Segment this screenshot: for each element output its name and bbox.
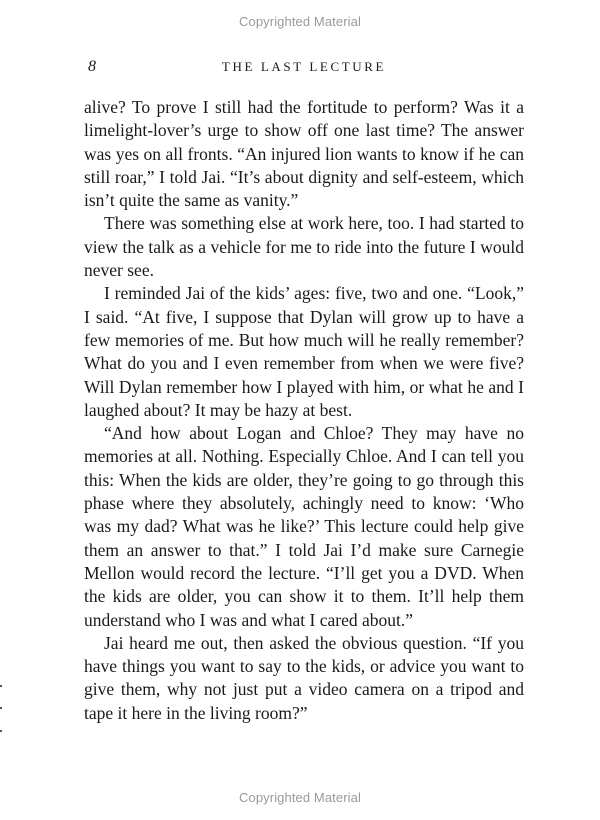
gutter-dot [0, 685, 2, 687]
watermark-top: Copyrighted Material [239, 14, 361, 29]
paragraph: alive? To prove I still had the fortitude to perform? Was it a limelight-lover’s urge to show off one last time? The answer was yes on all fronts. “An injured lion wants to know if he can still roar,” I told Jai. “It’s about dignity and self-esteem, which isn’t quite the same as vanity.” [84, 97, 524, 211]
paragraph: Jai heard me out, then asked the obvious question. “If you have things you want to say to the kids, or advice you want to give them, why not just put a video camera on a tripod and tape it here in the living room?” [84, 632, 524, 723]
gutter-marks [0, 685, 3, 745]
page-number: 8 [88, 58, 96, 75]
gutter-dot [0, 730, 2, 732]
paragraph: There was something else at work here, too. I had started to view the talk as a vehicle for me to ride into the future I would never see. [84, 213, 524, 281]
paragraph: I reminded Jai of the kids’ ages: five, two and one. “Look,” I said. “At five, I suppose that Dylan will grow up to have a few memories of me. But how much will he really remember? What do you and I even remember from when we were five? Will Dylan remember how I played with him, or what he and I laughed about? It may be hazy at best. [84, 283, 524, 420]
watermark-bottom: Copyrighted Material [239, 790, 361, 805]
running-title: THE LAST LECTURE [221, 59, 387, 74]
running-head [88, 58, 520, 78]
body-text [84, 96, 524, 725]
gutter-dot [0, 707, 2, 709]
paragraph: “And how about Logan and Chloe? They may have no memories at all. Nothing. Especially Chloe. And I can tell you this: When the kids are older, they’re going to go through this phase where they absolutely, achingly need to know: ‘Who was my dad? What was he like?’ This lecture could help give them an answer to that.” I told Jai I’d make sure Carnegie Mellon would record the lecture. “I’ll get you a DVD. When the kids are older, you can show it to them. It’ll help them understand who I was and what I cared about.” [84, 423, 524, 630]
